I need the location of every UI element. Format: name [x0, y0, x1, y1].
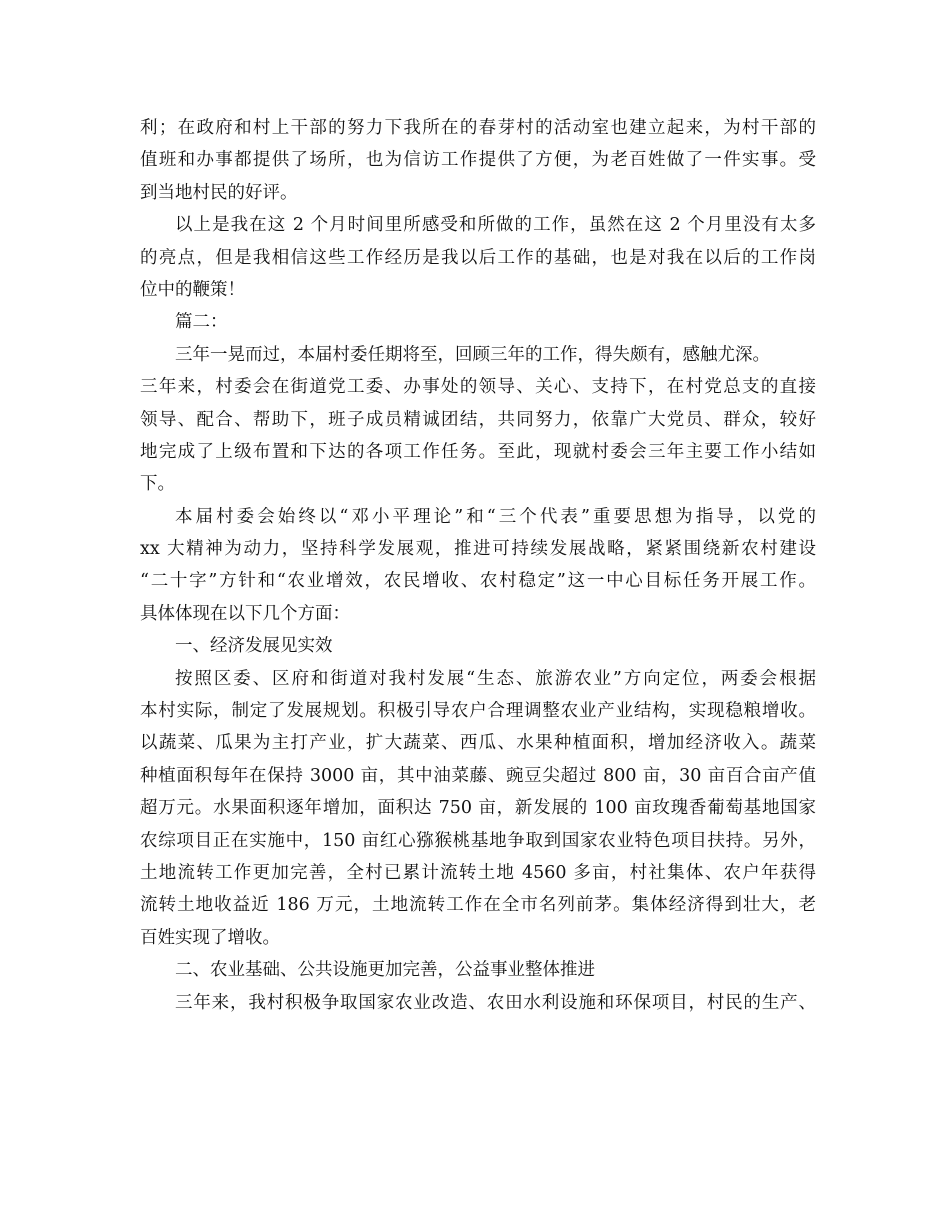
paragraph: [140, 987, 816, 1019]
text-line: 以蔬菜、瓜果为主打产业，扩大蔬菜、西瓜、水果种植面积，增加经济收入。蔬菜: [140, 733, 816, 754]
text-line: 流转土地收益近 186 万元，土地流转工作在全市名列前茅。集体经济得到壮大，老: [140, 895, 816, 916]
document-body: [140, 112, 816, 1019]
text-line: 三年来，村委会在街道党工委、办事处的领导、关心、支持下，在村党总支的直接: [140, 377, 816, 398]
text-line: 三年来，我村积极争取国家农业改造、农田水利设施和环保项目，村民的生产、: [175, 992, 816, 1013]
section-heading: [140, 630, 816, 662]
text-line: “二十字”方针和“农业增效，农民增收、农村稳定”这一中心目标任务开展工作。: [140, 571, 816, 592]
text-line: 按照区委、区府和街道对我村发展“生态、旅游农业”方向定位，两委会根据: [175, 668, 816, 689]
text-line: 位中的鞭策！: [140, 279, 245, 300]
text-line: 以上是我在这 2 个月时间里所感受和所做的工作，虽然在这 2 个月里没有太多: [175, 215, 816, 236]
text-line: 农综项目正在实施中，150 亩红心猕猴桃基地争取到国家农业特色项目扶持。另外，: [140, 830, 816, 851]
section-heading: [140, 306, 816, 338]
text-line: 具体体现在以下几个方面：: [140, 603, 350, 624]
text-line: 一、经济发展见实效: [175, 636, 333, 657]
text-line: 到当地村民的好评。: [140, 182, 298, 203]
paragraph: [140, 209, 816, 306]
text-line: 超万元。水果面积逐年增加，面积达 750 亩，新发展的 100 亩玫瑰香葡萄基地国家: [140, 798, 816, 819]
text-line: 三年一晃而过，本届村委任期将至，回顾三年的工作，得失颇有，感触尤深。: [175, 344, 770, 365]
text-line: 本村实际，制定了发展规划。积极引导农户合理调整农业产业结构，实现稳粮增收。: [140, 701, 816, 722]
text-line: 种植面积每年在保持 3000 亩，其中油菜藤、豌豆尖超过 800 亩，30 亩百合亩产值: [140, 765, 816, 786]
text-line: 二、农业基础、公共设施更加完善，公益事业整体推进: [175, 960, 595, 981]
text-line: 地完成了上级布置和下达的各项工作任务。至此，现就村委会三年主要工作小结如: [140, 441, 816, 462]
text-line: 领导、配合、帮助下，班子成员精诚团结，共同努力，依靠广大党员、群众，较好: [140, 409, 816, 430]
text-line: 的亮点，但是我相信这些工作经历是我以后工作的基础，也是对我在以后的工作岗: [140, 247, 816, 268]
paragraph: [140, 339, 816, 501]
text-line: 值班和办事都提供了场所，也为信访工作提供了方便，为老百姓做了一件实事。受: [140, 150, 816, 171]
section-heading: [140, 954, 816, 986]
text-line: 土地流转工作更加完善，全村已累计流转土地 4560 多亩，村社集体、农户年获得: [140, 862, 816, 883]
paragraph: [140, 112, 816, 209]
text-line: 利；在政府和村上干部的努力下我所在的春芽村的活动室也建立起来，为村干部的: [140, 118, 816, 138]
text-line: xx 大精神为动力，坚持科学发展观，推进可持续发展战略，紧紧围绕新农村建设: [140, 539, 816, 560]
text-line: 本届村委会始终以“邓小平理论”和“三个代表”重要思想为指导，以党的: [175, 506, 816, 527]
text-line: 下。: [140, 474, 175, 495]
text-line: 篇二：: [175, 312, 228, 333]
paragraph: [140, 663, 816, 955]
paragraph: [140, 501, 816, 631]
text-line: 百姓实现了增收。: [140, 927, 280, 948]
